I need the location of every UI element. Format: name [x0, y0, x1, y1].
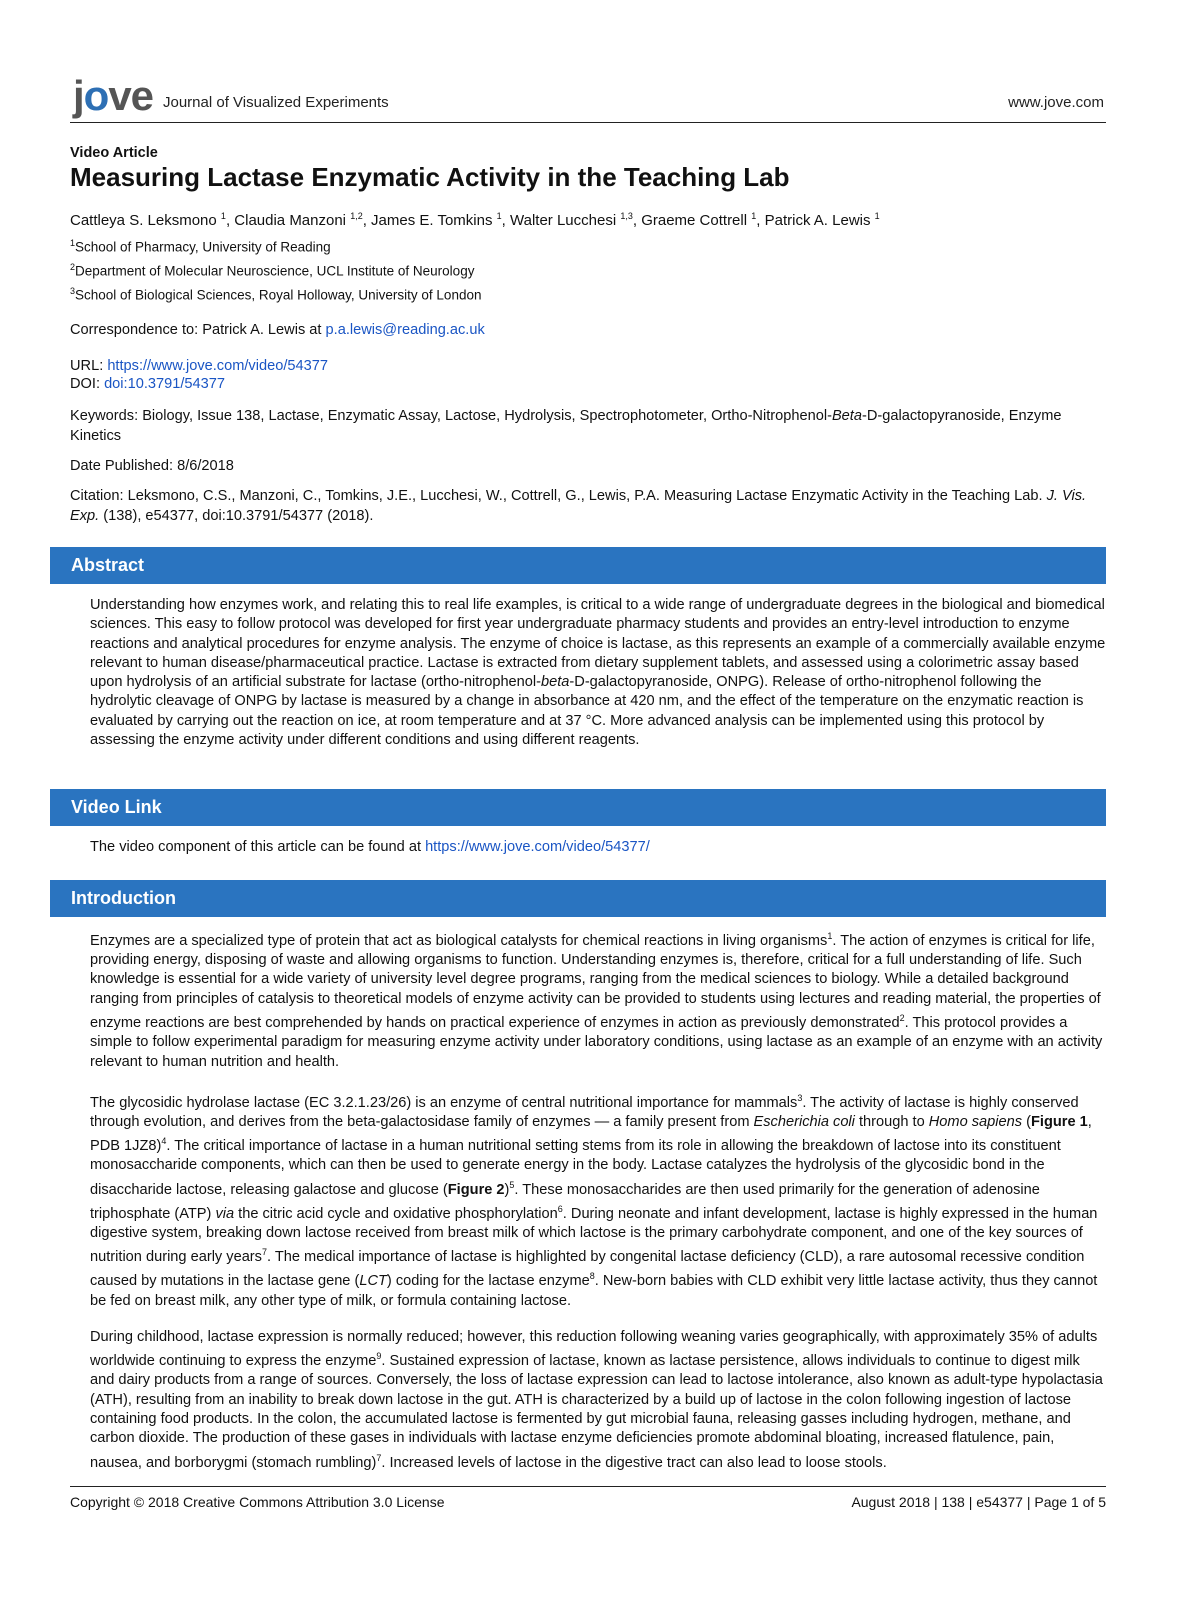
author: Walter Lucchesi: [510, 212, 617, 229]
doi-label: DOI:: [70, 376, 105, 392]
article-doi: [70, 374, 1106, 394]
intro-paragraph-2: [90, 1089, 1106, 1311]
author-affiliation-mark: 1: [220, 211, 226, 221]
intro-text: . Increased levels of lactose in the digestive tract can also lead to loose stools.: [381, 1454, 887, 1471]
affiliation-mark: 3: [70, 286, 76, 296]
reference-mark[interactable]: 2: [899, 1013, 905, 1024]
affiliation: [70, 286, 481, 303]
gene-name: LCT: [359, 1273, 387, 1290]
author: Graeme Cottrell: [641, 212, 748, 229]
species-name: Escherichia coli: [753, 1113, 855, 1130]
intro-text: (: [1022, 1113, 1031, 1130]
intro-text: . New-born babies with CLD exhibit very little lactase activity, thus they cannot be fed on breast milk, any other type of milk, or formula containing lactose.: [90, 1273, 1098, 1309]
logo-accent: o: [83, 72, 109, 119]
keywords-label: Keywords:: [70, 408, 143, 424]
intro-text: . The activity of lactase is highly conserved through evolution, and derives from the beta-galactosidase family of enzymes — a family present from: [90, 1094, 1079, 1130]
abstract-text: Understanding how enzymes work, and relating this to real life examples, is critical to a wide range of undergraduate degrees in the biological and biomedical sciences. This easy to follow protocol was developed for first year undergraduate pharmacy students and provides an entry-level introduction to enzyme reactions and analytical procedures for enzyme analysis. The enzyme of choice is lactase, as this represents an example of a commercially available enzyme relevant to human disease/pharmaceutical practice. Lactase is extracted from dietary supplement tablets, and assessed using a colorimetric assay based upon hydrolysis of an artificial substrate for lactase (ortho-nitrophenol-: [90, 597, 1106, 691]
logo-text-end: ve: [108, 72, 154, 119]
correspondence-label: Correspondence to: Patrick A. Lewis at: [70, 322, 326, 338]
reference-mark[interactable]: 1: [827, 931, 833, 941]
author-affiliation-mark: 1: [496, 211, 502, 221]
keywords-text: Biology, Issue 138, Lactase, Enzymatic Assay, Lactose, Hydrolysis, Spectrophotometer, Ortho-Nitrophenol-: [142, 408, 832, 424]
species-name: Homo sapiens: [928, 1113, 1023, 1130]
article-title: Measuring Lactase Enzymatic Activity in the Teaching Lab: [70, 162, 790, 192]
intro-text: . These monosaccharides are then used primarily for the generation of adenosine triphosphate (ATP): [90, 1181, 1040, 1222]
introduction-heading: Introduction: [50, 880, 1106, 917]
affiliation-text: School of Biological Sciences, Royal Holloway, University of London: [75, 287, 482, 303]
affiliation-mark: 1: [70, 238, 76, 248]
page-info: August 2018 | 138 | e54377 | Page 1 of 5: [851, 1494, 1106, 1510]
affiliation: [70, 238, 331, 255]
intro-text: . The critical importance of lactase in a human nutritional setting stems from its role in allowing the breakdown of lactose into its constituent monosaccharide components, which can then be used to generate energy in the body. Lactase catalyzes the hydrolysis of the glycosidic bond in the disaccharide lactose, releasing galactose and glucose (: [90, 1138, 1061, 1198]
keywords-italic: Beta: [831, 408, 862, 424]
author-list: Cattleya S. Leksmono $^1$, Claudia Manzoni $^{1,2}$, James E. Tomkins $^1$, Walter Lucchesi $^{1,3}$, Graeme Cottrell $^1$, Patrick A. Lewis $^1$: [70, 211, 880, 229]
citation: [70, 486, 1106, 526]
affiliation-text: Department of Molecular Neuroscience, UCL Institute of Neurology: [75, 263, 475, 279]
abstract-text-end: -D-galactopyranoside, ONPG). Release of ortho-nitrophenol following the hydrolytic cleavage of ONPG by lactase is measured by a change in absorbance at 420 nm, and the effect of the temperature on the enzymatic reaction is evaluated by carrying out the reaction on ice, at room temperature and at 37 °C. More advanced analysis can be implemented using this protocol by assessing the enzyme activity under different conditions and using different reagents.: [90, 674, 1084, 749]
abstract-italic: beta: [541, 674, 570, 691]
author: Claudia Manzoni: [234, 212, 347, 229]
intro-text: During childhood, lactase expression is normally reduced; however, this reduction following weaning varies geographically, with approximately 35% of adults worldwide continuing to express the enzyme: [90, 1328, 1098, 1370]
video-link-text: The video component of this article can be found at: [90, 839, 426, 855]
intro-paragraph-3: [90, 1328, 1106, 1473]
reference-mark[interactable]: 3: [797, 1092, 803, 1103]
intro-text: The glycosidic hydrolase lactase (EC 3.2.1.23/26) is an enzyme of central nutritional importance for mammals: [90, 1094, 798, 1111]
author: James E. Tomkins: [371, 212, 493, 229]
video-link-heading: Video Link: [50, 789, 1106, 826]
reference-mark[interactable]: 9: [376, 1351, 382, 1362]
citation-text: Citation: Leksmono, C.S., Manzoni, C., Tomkins, J.E., Lucchesi, W., Cottrell, G., Lewis, P.A. Measuring Lactase Enzymatic Activity in the Teaching Lab.: [70, 488, 1047, 504]
journal-website[interactable]: www.jove.com: [1008, 94, 1104, 111]
intro-text: ): [504, 1181, 510, 1198]
correspondence-email-link[interactable]: p.a.lewis@reading.ac.uk: [325, 322, 485, 338]
intro-paragraph-1: [90, 927, 1106, 1072]
citation-journal: J. Vis. Exp.: [70, 488, 1087, 524]
affiliation-mark: 2: [70, 262, 76, 272]
reference-mark[interactable]: 6: [557, 1203, 563, 1214]
date-published: Date Published: 8/6/2018: [70, 458, 234, 474]
intro-text: ) coding for the lactase enzyme: [386, 1273, 590, 1290]
intro-text: . Sustained expression of lactase, known as lactase persistence, allows individuals to continue to digest milk and dairy products from a range of sources. Conversely, the loss of lactase expression can lead to lactose intolerance, also known as adult-type hypolactasia (ATH), resulting from an inability to break down lactose in the gut. ATH is characterized by a build up of lactose in the colon following ingestion of lactose containing food products. In the colon, the accumulated lactose is fermented by gut microbial fauna, releasing gasses including hydrogen, methane, and carbon dioxide. The production of these gases in individuals with lactase enzyme deficiencies promote abdominal bloating, increased flatulence, pain, nausea, and borborygmi (stomach rumbling): [90, 1353, 1103, 1471]
video-link-body: [90, 838, 1106, 857]
author-affiliation-mark: 1,3: [620, 211, 633, 221]
intro-text: . This protocol provides a simple to follow experimental paradigm for measuring enzyme activity under laboratory conditions, using lactase as an example of an enzyme with an activity relevant to human nutrition and health.: [90, 1014, 1103, 1070]
journal-name: Journal of Visualized Experiments: [163, 94, 389, 111]
article-url: [70, 356, 1106, 376]
intro-text: . The action of enzymes is critical for life, providing energy, disposing of waste and allowing organisms to function. Understanding enzymes is, therefore, critical for a full understanding of life. Such knowledge is essential for a wide variety of university level degree programs, ranging from the medical sciences to biology. While a detailed background ranging from principles of catalysis to theoretical models of enzyme activity can be provided to students using lectures and reading material, the properties of enzyme reactions are best comprehended by hands on practical experience of enzymes in action as previously demonstrated: [90, 932, 1101, 1031]
abstract-paragraph: [90, 596, 1106, 750]
keywords-text-end: -D-galactopyranoside, Enzyme Kinetics: [70, 408, 1062, 444]
abstract-body: [90, 596, 1106, 750]
introduction-body: [90, 927, 1106, 1473]
figure-1-ref[interactable]: Figure 1: [1030, 1113, 1088, 1130]
affiliation: [70, 262, 474, 279]
reference-mark[interactable]: 8: [589, 1271, 595, 1282]
author: Cattleya S. Leksmono: [70, 212, 217, 229]
reference-mark[interactable]: 7: [376, 1452, 382, 1463]
reference-mark[interactable]: 5: [509, 1179, 515, 1190]
doi-link[interactable]: doi:10.3791/54377: [104, 376, 225, 392]
video-link[interactable]: https://www.jove.com/video/54377/: [425, 839, 650, 855]
keywords: [70, 406, 1106, 446]
copyright-notice: Copyright © 2018 Creative Commons Attribution 3.0 License: [70, 1494, 445, 1510]
affiliation-text: School of Pharmacy, University of Reading: [75, 239, 331, 255]
italic-via: via: [215, 1205, 235, 1222]
correspondence: [70, 320, 1106, 340]
author: Patrick A. Lewis: [764, 212, 871, 229]
figure-2-ref[interactable]: Figure 2: [447, 1181, 505, 1198]
reference-mark[interactable]: 7: [261, 1247, 267, 1258]
intro-text: . The medical importance of lactase is highlighted by congenital lactase deficiency (CLD), a rare autosomal recessive condition caused by mutations in the lactase gene (: [90, 1249, 1085, 1290]
url-label: URL:: [70, 358, 108, 374]
intro-text: Enzymes are a specialized type of protein that act as biological catalysts for chemical reactions in living organisms: [90, 932, 828, 949]
logo-text: j: [73, 72, 84, 119]
page-header: [70, 74, 1106, 123]
author-affiliation-mark: 1: [751, 211, 757, 221]
citation-text-end: (138), e54377, doi:10.3791/54377 (2018).: [99, 508, 374, 524]
jove-logo[interactable]: [73, 72, 154, 119]
url-link[interactable]: https://www.jove.com/video/54377: [107, 358, 328, 374]
page-footer: [70, 1486, 1106, 1517]
reference-mark[interactable]: 4: [161, 1136, 167, 1147]
intro-text: the citric acid cycle and oxidative phosphorylation: [234, 1205, 558, 1222]
author-affiliation-mark: 1: [874, 211, 880, 221]
intro-text: through to: [854, 1113, 929, 1130]
article-type: Video Article: [70, 145, 158, 161]
author-affiliation-mark: 1,2: [350, 211, 363, 221]
abstract-heading: Abstract: [50, 547, 1106, 584]
intro-text: , PDB 1JZ8): [90, 1113, 1092, 1155]
intro-text: . During neonate and infant development, lactase is highly expressed in the human digestive system, breaking down lactose received from breast milk of which lactose is the primary carbohydrate component, and one of the key sources of nutrition during early years: [90, 1205, 1098, 1266]
